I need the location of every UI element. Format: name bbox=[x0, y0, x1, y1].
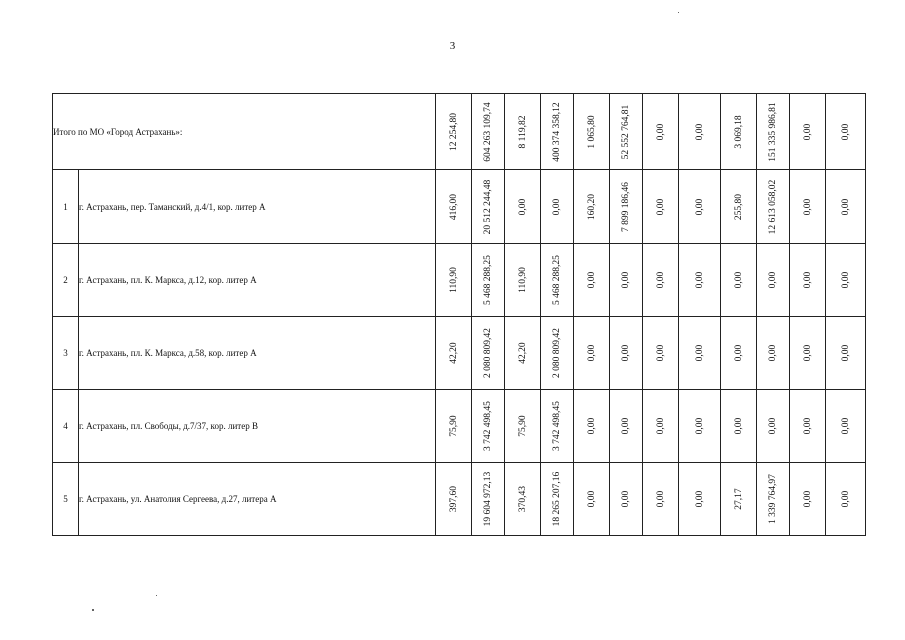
value-cell bbox=[541, 317, 574, 390]
value-text: 0,00 bbox=[840, 123, 851, 140]
scan-speck bbox=[678, 12, 679, 13]
value-text: 0,00 bbox=[802, 417, 813, 435]
value-text: 0,00 bbox=[655, 417, 666, 435]
value-cell bbox=[721, 317, 757, 390]
value-text: 110,90 bbox=[517, 267, 528, 293]
value-text: 3 742 498,45 bbox=[552, 401, 562, 451]
value-cell bbox=[679, 94, 721, 170]
value-text: 110,90 bbox=[448, 267, 459, 293]
value-text: 5 468 288,25 bbox=[552, 255, 562, 305]
value-cell bbox=[610, 317, 643, 390]
value-text: 0,00 bbox=[840, 198, 851, 215]
value-text: 7 899 186,46 bbox=[621, 181, 631, 232]
value-cell bbox=[790, 170, 826, 244]
value-text: 160,20 bbox=[586, 193, 597, 220]
value-cell bbox=[610, 170, 643, 244]
value-cell bbox=[505, 170, 541, 244]
value-cell bbox=[574, 94, 610, 170]
value-text: 42,20 bbox=[517, 342, 528, 364]
value-text: 0,00 bbox=[840, 490, 851, 508]
table-row bbox=[53, 244, 866, 317]
value-cell bbox=[436, 317, 472, 390]
value-cell bbox=[826, 170, 866, 244]
address-cell: г. Астрахань, пл. Свободы, д.7/37, кор. литер В bbox=[79, 390, 436, 463]
value-cell bbox=[790, 317, 826, 390]
value-text: 0,00 bbox=[586, 417, 597, 435]
value-text: 0,00 bbox=[655, 271, 666, 289]
value-text: 0,00 bbox=[552, 198, 562, 215]
value-text: 0,00 bbox=[768, 417, 778, 435]
value-cell bbox=[643, 94, 679, 170]
value-text: 5 468 288,25 bbox=[483, 255, 493, 305]
value-text: 0,00 bbox=[802, 198, 813, 215]
value-cell bbox=[436, 94, 472, 170]
value-cell bbox=[436, 390, 472, 463]
value-cell bbox=[679, 170, 721, 244]
value-cell bbox=[610, 390, 643, 463]
value-cell bbox=[472, 94, 505, 170]
value-cell bbox=[721, 244, 757, 317]
address-cell: г. Астрахань, ул. Анатолия Сергеева, д.27, литера А bbox=[79, 463, 436, 536]
value-text: 52 552 764,81 bbox=[621, 104, 631, 159]
value-cell bbox=[826, 463, 866, 536]
address-cell: г. Астрахань, пл. К. Маркса, д.58, кор. литер А bbox=[79, 317, 436, 390]
value-cell bbox=[610, 463, 643, 536]
value-cell bbox=[472, 463, 505, 536]
value-text: 604 263 109,74 bbox=[483, 101, 493, 162]
value-cell bbox=[436, 463, 472, 536]
value-text: 370,43 bbox=[517, 485, 528, 513]
value-cell bbox=[721, 94, 757, 170]
value-text: 20 512 244,48 bbox=[483, 179, 493, 234]
value-cell bbox=[574, 317, 610, 390]
value-cell bbox=[436, 170, 472, 244]
value-cell bbox=[679, 244, 721, 317]
value-cell bbox=[826, 94, 866, 170]
value-text: 0,00 bbox=[517, 198, 528, 215]
value-cell bbox=[574, 463, 610, 536]
value-cell bbox=[541, 390, 574, 463]
value-text: 0,00 bbox=[655, 490, 666, 508]
value-cell bbox=[472, 244, 505, 317]
table-row bbox=[53, 390, 866, 463]
value-cell bbox=[826, 317, 866, 390]
value-text: 12 613 058,02 bbox=[768, 179, 778, 234]
row-number: 5 bbox=[53, 463, 79, 536]
value-text: 2 080 809,42 bbox=[552, 328, 562, 378]
value-text: 0,00 bbox=[655, 344, 666, 362]
value-cell bbox=[505, 390, 541, 463]
table-row bbox=[53, 463, 866, 536]
value-cell bbox=[472, 317, 505, 390]
value-text: 255,80 bbox=[733, 193, 744, 220]
value-cell bbox=[757, 244, 790, 317]
value-cell bbox=[643, 244, 679, 317]
address-cell: г. Астрахань, пл. К. Маркса, д.12, кор. литер А bbox=[79, 244, 436, 317]
value-text: 0,00 bbox=[733, 271, 744, 289]
value-cell bbox=[790, 244, 826, 317]
value-cell bbox=[472, 390, 505, 463]
value-text: 0,00 bbox=[768, 271, 778, 289]
total-row bbox=[53, 94, 866, 170]
value-cell bbox=[505, 244, 541, 317]
value-cell bbox=[541, 244, 574, 317]
value-cell bbox=[610, 244, 643, 317]
value-cell bbox=[757, 94, 790, 170]
value-cell bbox=[790, 390, 826, 463]
value-cell bbox=[721, 170, 757, 244]
value-cell bbox=[643, 317, 679, 390]
value-cell bbox=[574, 390, 610, 463]
value-text: 0,00 bbox=[621, 271, 631, 289]
scan-speck bbox=[156, 595, 157, 596]
value-cell bbox=[790, 463, 826, 536]
value-text: 0,00 bbox=[733, 344, 744, 362]
value-text: 0,00 bbox=[733, 417, 744, 435]
value-text: 397,60 bbox=[448, 485, 459, 513]
page-number: 3 bbox=[449, 40, 456, 52]
value-text: 0,00 bbox=[802, 490, 813, 508]
value-text: 0,00 bbox=[694, 271, 705, 289]
row-number: 3 bbox=[53, 317, 79, 390]
property-table bbox=[52, 93, 866, 536]
value-text: 0,00 bbox=[802, 271, 813, 289]
value-text: 75,90 bbox=[517, 415, 528, 437]
value-text: 0,00 bbox=[655, 123, 666, 140]
value-text: 0,00 bbox=[694, 417, 705, 435]
value-text: 8 119,82 bbox=[517, 115, 528, 148]
value-text: 151 335 986,81 bbox=[768, 101, 778, 162]
value-text: 0,00 bbox=[586, 271, 597, 289]
value-text: 0,00 bbox=[655, 198, 666, 215]
value-cell bbox=[574, 170, 610, 244]
value-text: 3 742 498,45 bbox=[483, 401, 493, 451]
value-cell bbox=[643, 170, 679, 244]
value-text: 0,00 bbox=[768, 344, 778, 362]
value-cell bbox=[679, 317, 721, 390]
value-text: 0,00 bbox=[621, 490, 631, 508]
value-text: 0,00 bbox=[694, 123, 705, 140]
value-text: 1 065,80 bbox=[586, 114, 597, 149]
value-cell bbox=[826, 244, 866, 317]
value-text: 12 254,80 bbox=[448, 112, 459, 151]
value-text: 18 265 207,16 bbox=[552, 471, 562, 527]
value-text: 0,00 bbox=[694, 198, 705, 215]
row-number: 1 bbox=[53, 170, 79, 244]
value-cell bbox=[574, 244, 610, 317]
value-text: 416,00 bbox=[448, 193, 459, 220]
value-cell bbox=[757, 317, 790, 390]
address-cell: г. Астрахань, пер. Таманский, д.4/1, кор. литер А bbox=[79, 170, 436, 244]
value-cell bbox=[790, 94, 826, 170]
value-cell bbox=[472, 170, 505, 244]
scan-speck bbox=[92, 609, 94, 611]
value-text: 0,00 bbox=[586, 344, 597, 362]
value-text: 0,00 bbox=[621, 417, 631, 435]
value-cell bbox=[436, 244, 472, 317]
value-cell bbox=[721, 463, 757, 536]
value-cell bbox=[757, 463, 790, 536]
value-cell bbox=[505, 463, 541, 536]
value-cell bbox=[541, 170, 574, 244]
total-label: Итого по МО «Город Астрахань»: bbox=[53, 94, 436, 170]
value-text: 0,00 bbox=[694, 490, 705, 508]
value-cell bbox=[721, 390, 757, 463]
value-text: 27,17 bbox=[733, 488, 744, 510]
value-text: 0,00 bbox=[840, 344, 851, 362]
value-text: 0,00 bbox=[621, 344, 631, 362]
value-text: 0,00 bbox=[802, 123, 813, 140]
table-row bbox=[53, 317, 866, 390]
value-cell bbox=[757, 170, 790, 244]
table-row bbox=[53, 170, 866, 244]
value-cell bbox=[541, 463, 574, 536]
value-text: 2 080 809,42 bbox=[483, 328, 493, 378]
value-text: 400 374 358,12 bbox=[552, 101, 562, 162]
value-text: 0,00 bbox=[840, 271, 851, 289]
value-cell bbox=[541, 94, 574, 170]
value-text: 19 604 972,13 bbox=[483, 471, 493, 527]
row-number: 4 bbox=[53, 390, 79, 463]
value-cell bbox=[679, 390, 721, 463]
value-cell bbox=[505, 94, 541, 170]
value-cell bbox=[826, 390, 866, 463]
value-cell bbox=[643, 463, 679, 536]
value-cell bbox=[610, 94, 643, 170]
row-number: 2 bbox=[53, 244, 79, 317]
value-text: 75,90 bbox=[448, 415, 459, 437]
value-text: 0,00 bbox=[694, 344, 705, 362]
value-text: 3 069,18 bbox=[733, 114, 744, 149]
value-text: 42,20 bbox=[448, 342, 459, 364]
value-text: 1 339 764,97 bbox=[768, 474, 778, 524]
value-text: 0,00 bbox=[586, 490, 597, 508]
value-cell bbox=[505, 317, 541, 390]
value-cell bbox=[679, 463, 721, 536]
value-text: 0,00 bbox=[802, 344, 813, 362]
value-cell bbox=[643, 390, 679, 463]
value-cell bbox=[757, 390, 790, 463]
value-text: 0,00 bbox=[840, 417, 851, 435]
